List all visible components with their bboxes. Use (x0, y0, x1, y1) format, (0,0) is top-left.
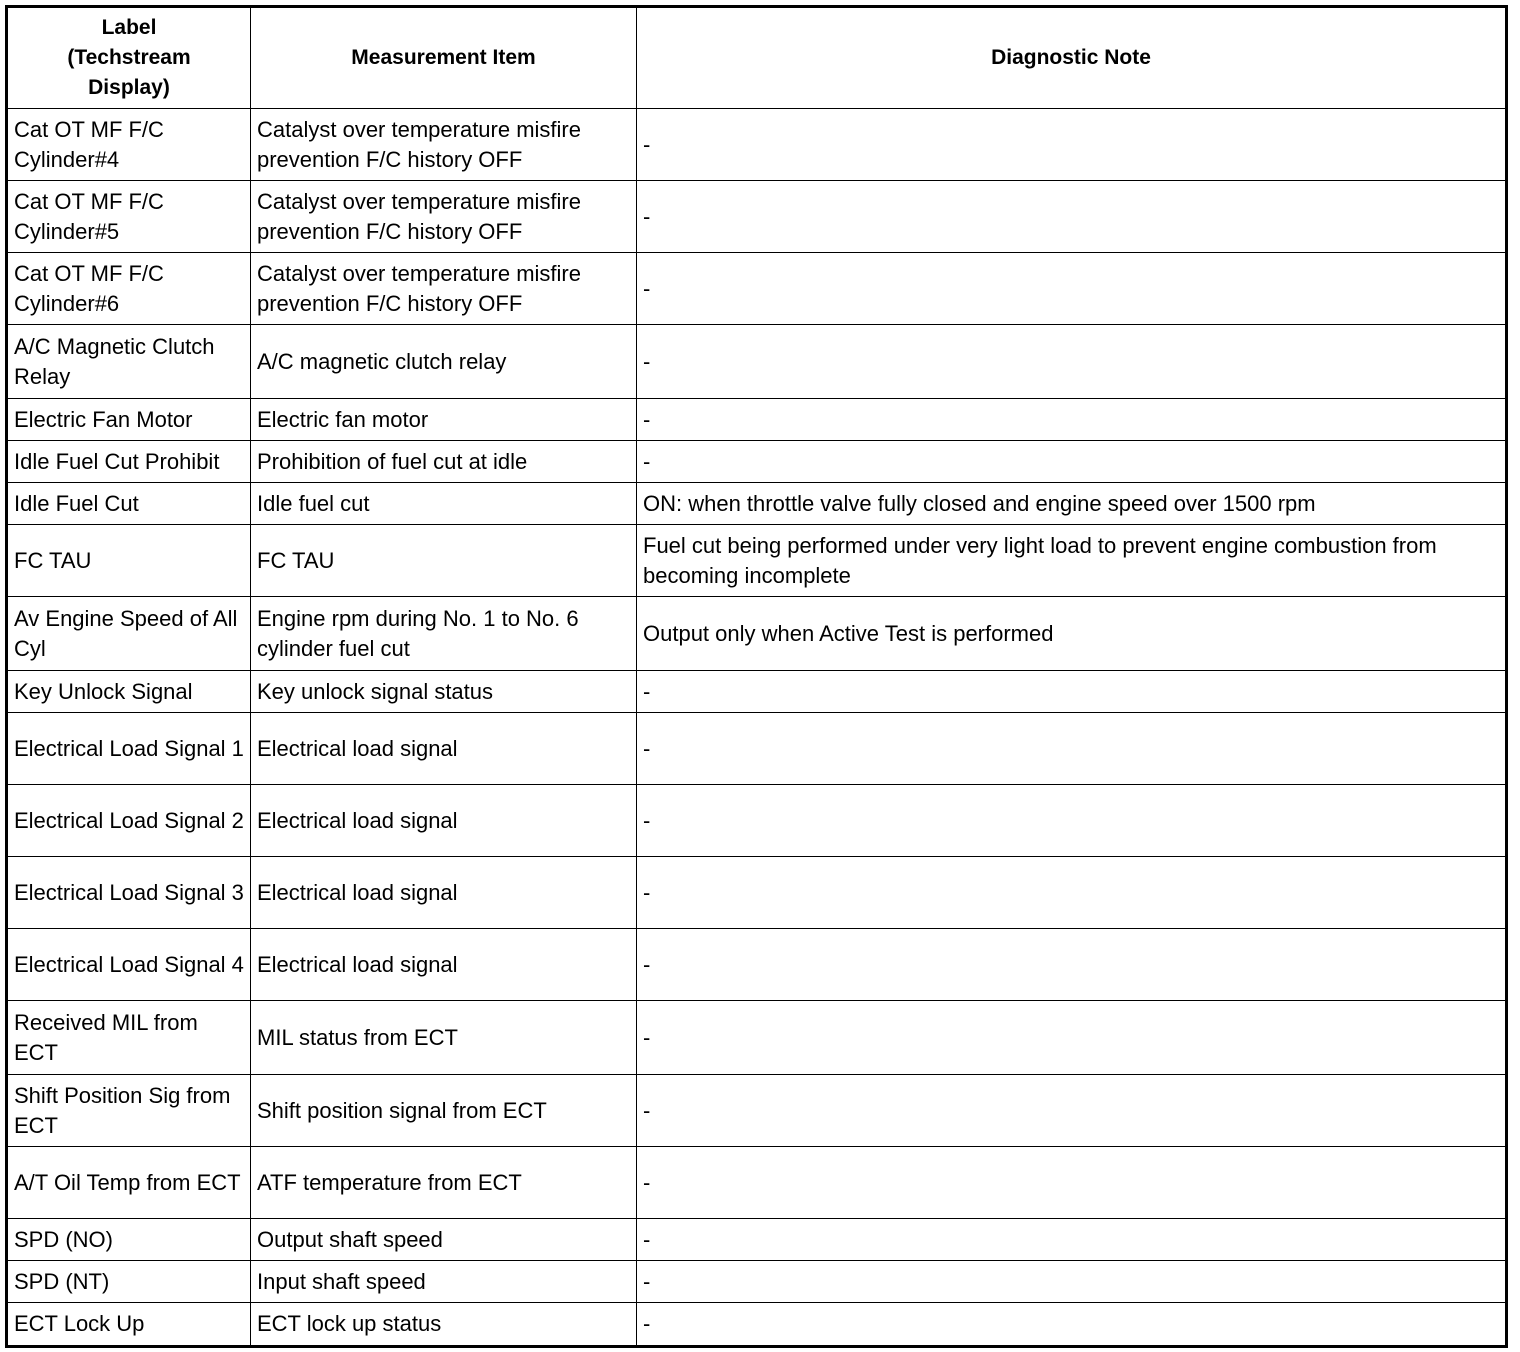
cell-measurement-item: Catalyst over temperature misfire prevention F/C history OFF (251, 253, 637, 325)
table-row (7, 597, 1507, 671)
cell-measurement-item: Key unlock signal status (251, 671, 637, 713)
table-row (7, 713, 1507, 785)
table-row (7, 109, 1507, 181)
cell-label: Electrical Load Signal 2 (7, 785, 251, 857)
cell-measurement-item: Electrical load signal (251, 857, 637, 929)
cell-label: Electrical Load Signal 1 (7, 713, 251, 785)
cell-measurement-item: Catalyst over temperature misfire prevention F/C history OFF (251, 181, 637, 253)
cell-diagnostic-note: - (637, 1261, 1507, 1303)
cell-label: Electrical Load Signal 3 (7, 857, 251, 929)
cell-diagnostic-note: - (637, 929, 1507, 1001)
table-row (7, 1001, 1507, 1075)
cell-measurement-item: FC TAU (251, 525, 637, 597)
table-row (7, 1303, 1507, 1347)
cell-label: Cat OT MF F/C Cylinder#4 (7, 109, 251, 181)
cell-measurement-item: Idle fuel cut (251, 483, 637, 525)
cell-diagnostic-note: - (637, 399, 1507, 441)
data-list-table (5, 5, 1508, 1348)
cell-label: Received MIL from ECT (7, 1001, 251, 1075)
cell-diagnostic-note: - (637, 785, 1507, 857)
cell-measurement-item: Electrical load signal (251, 785, 637, 857)
cell-diagnostic-note: ON: when throttle valve fully closed and engine speed over 1500 rpm (637, 483, 1507, 525)
cell-label: SPD (NT) (7, 1261, 251, 1303)
cell-measurement-item: Catalyst over temperature misfire prevention F/C history OFF (251, 109, 637, 181)
cell-diagnostic-note: - (637, 713, 1507, 785)
table-row (7, 483, 1507, 525)
cell-diagnostic-note: - (637, 1075, 1507, 1147)
cell-diagnostic-note: - (637, 1303, 1507, 1347)
table-row (7, 399, 1507, 441)
table-row (7, 1075, 1507, 1147)
cell-label: Shift Position Sig from ECT (7, 1075, 251, 1147)
table-row (7, 929, 1507, 1001)
cell-measurement-item: Output shaft speed (251, 1219, 637, 1261)
cell-diagnostic-note: - (637, 325, 1507, 399)
cell-measurement-item: Electrical load signal (251, 713, 637, 785)
cell-label: Idle Fuel Cut (7, 483, 251, 525)
cell-measurement-item: ATF temperature from ECT (251, 1147, 637, 1219)
cell-label: Key Unlock Signal (7, 671, 251, 713)
table-row (7, 525, 1507, 597)
cell-measurement-item: Prohibition of fuel cut at idle (251, 441, 637, 483)
cell-diagnostic-note: - (637, 857, 1507, 929)
table-row (7, 785, 1507, 857)
header-label: Label (Techstream Display) (7, 7, 251, 109)
cell-label: A/T Oil Temp from ECT (7, 1147, 251, 1219)
cell-measurement-item: ECT lock up status (251, 1303, 637, 1347)
table-row (7, 253, 1507, 325)
cell-diagnostic-note: - (637, 671, 1507, 713)
cell-label: Idle Fuel Cut Prohibit (7, 441, 251, 483)
cell-label: Cat OT MF F/C Cylinder#5 (7, 181, 251, 253)
table-row (7, 1147, 1507, 1219)
cell-diagnostic-note: - (637, 1001, 1507, 1075)
cell-measurement-item: Engine rpm during No. 1 to No. 6 cylinder fuel cut (251, 597, 637, 671)
cell-measurement-item: MIL status from ECT (251, 1001, 637, 1075)
header-row (7, 7, 1507, 109)
cell-label: Electrical Load Signal 4 (7, 929, 251, 1001)
table-row (7, 441, 1507, 483)
cell-measurement-item: Input shaft speed (251, 1261, 637, 1303)
cell-diagnostic-note: - (637, 109, 1507, 181)
cell-diagnostic-note: - (637, 253, 1507, 325)
cell-diagnostic-note: Output only when Active Test is performed (637, 597, 1507, 671)
cell-diagnostic-note: - (637, 1219, 1507, 1261)
table-row (7, 181, 1507, 253)
cell-label: SPD (NO) (7, 1219, 251, 1261)
cell-measurement-item: Electric fan motor (251, 399, 637, 441)
cell-label: Cat OT MF F/C Cylinder#6 (7, 253, 251, 325)
cell-diagnostic-note: - (637, 441, 1507, 483)
cell-measurement-item: Shift position signal from ECT (251, 1075, 637, 1147)
cell-diagnostic-note: - (637, 181, 1507, 253)
cell-measurement-item: A/C magnetic clutch relay (251, 325, 637, 399)
cell-label: A/C Magnetic Clutch Relay (7, 325, 251, 399)
cell-label: ECT Lock Up (7, 1303, 251, 1347)
cell-diagnostic-note: - (637, 1147, 1507, 1219)
cell-measurement-item: Electrical load signal (251, 929, 637, 1001)
header-measurement-item: Measurement Item (251, 7, 637, 109)
cell-label: Av Engine Speed of All Cyl (7, 597, 251, 671)
table-row (7, 1219, 1507, 1261)
cell-label: Electric Fan Motor (7, 399, 251, 441)
table-row (7, 325, 1507, 399)
cell-label: FC TAU (7, 525, 251, 597)
table-row (7, 671, 1507, 713)
table-row (7, 1261, 1507, 1303)
table-row (7, 857, 1507, 929)
header-diagnostic-note: Diagnostic Note (637, 7, 1507, 109)
cell-diagnostic-note: Fuel cut being performed under very light load to prevent engine combustion from becoming incomplete (637, 525, 1507, 597)
